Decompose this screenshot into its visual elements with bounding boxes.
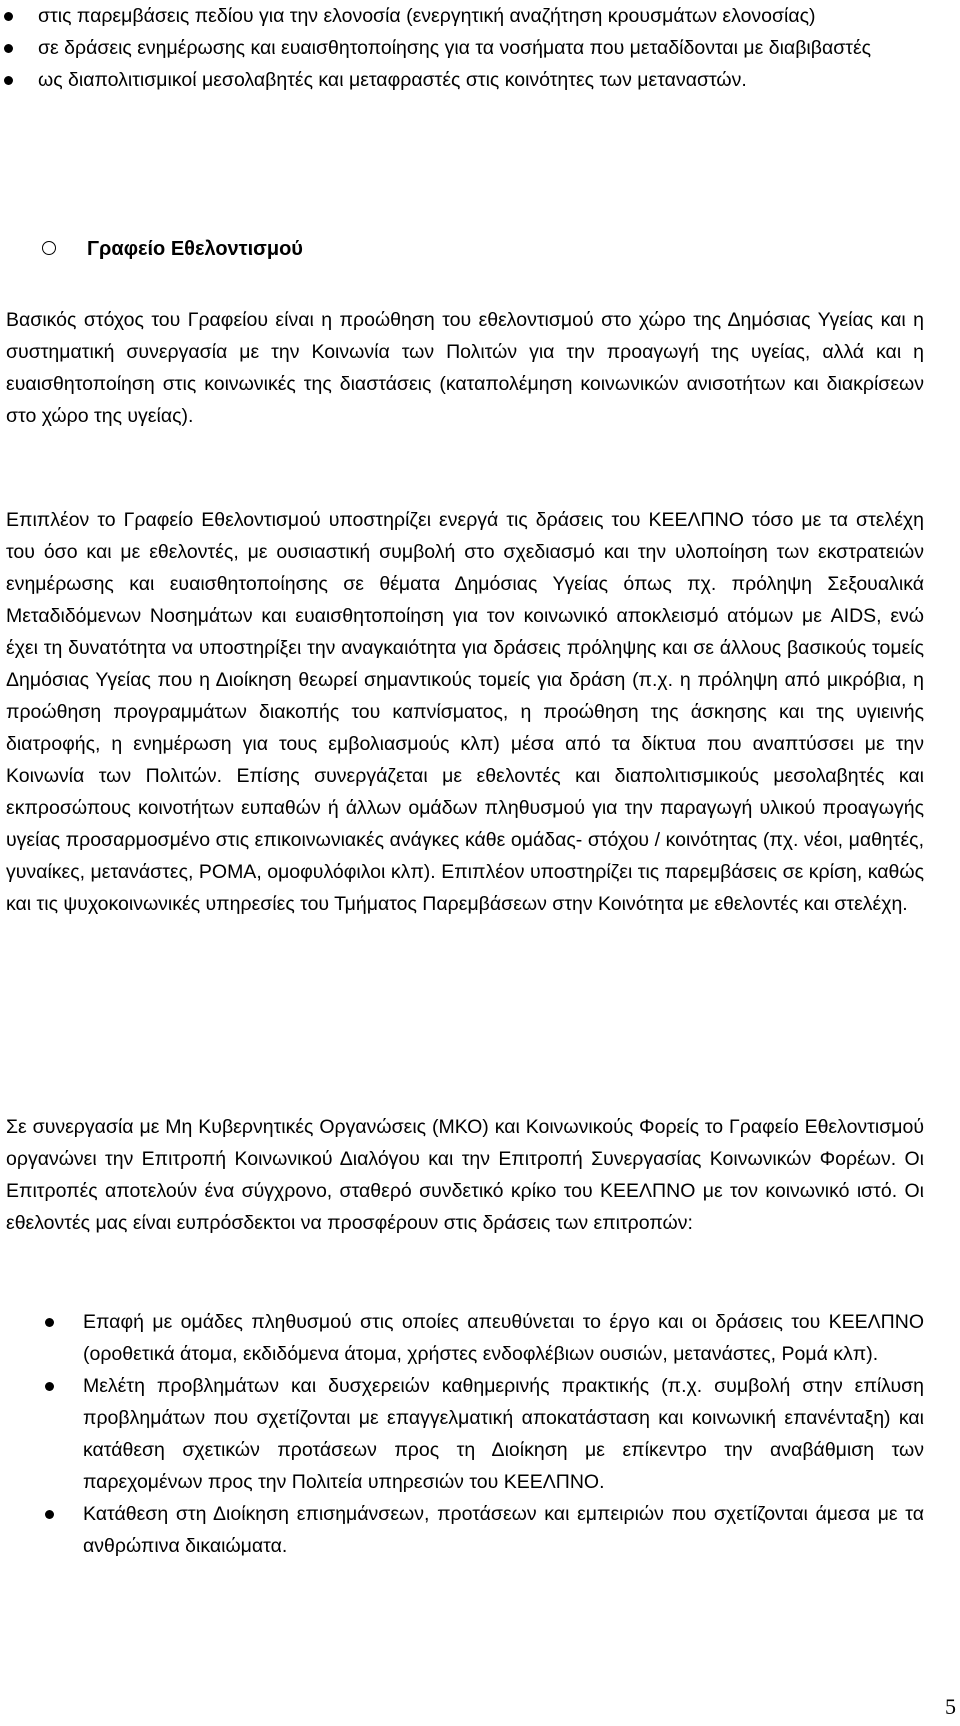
list-item [38, 0, 924, 32]
bullet-icon [45, 1382, 54, 1391]
list-item [38, 64, 924, 96]
list-item [83, 1370, 924, 1498]
list-item-text: Κατάθεση στη Διοίκηση επισημάνσεων, προτάσεων και εμπειριών που σχετίζονται άμεσα με τα ανθρώπινα δικαιώματα. [83, 1503, 924, 1557]
bullet-icon [4, 12, 13, 21]
bullet-icon [45, 1318, 54, 1327]
circle-bullet-icon [42, 241, 56, 255]
section-title: Γραφείο Εθελοντισμού [87, 238, 303, 260]
paragraph: Βασικός στόχος του Γραφείου είναι η προώθηση του εθελοντισμού στο χώρο της Δημόσιας Υγείας και η συστηματική συνεργασία με την Κοινωνία των Πολιτών για την προαγωγή της υγείας, αλλά και η ευαισθητοποίηση στις κοινωνικές της διαστάσεις (καταπολέμηση κοινωνικών ανισοτήτων και διακρίσεων στο χώρο της υγείας). [6, 309, 924, 427]
paragraph: Επιπλέον το Γραφείο Εθελοντισμού υποστηρίζει ενεργά τις δράσεις του ΚΕΕΛΠΝΟ τόσο με τα στελέχη του όσο και με εθελοντές, με ουσιαστική συμβολή στο σχεδιασμό και την υλοποίηση των εκστρατειών ενημέρωσης και ευαισθητοποίησης σε θέματα Δημόσιας Υγείας όπως πχ. πρόληψη Σεξουαλικά Μεταδιδόμενων Νοσημάτων και ευαισθητοποίηση για τον κοινωνικό αποκλεισμό ατόμων με AIDS, ενώ έχει τη δυνατότητα να υποστηρίξει την αναγκαιότητα για δράσεις πρόληψης και σε άλλους βασικούς τομείς Δημόσιας Υγείας που η Διοίκηση θεωρεί σημαντικούς τομείς για δράση (π.χ. η πρόληψη από μικρόβια, η προώθηση προγραμμάτων διακοπής του καπνίσματος, η προώθηση της άσκησης και της υγιεινής διατροφής, η ενημέρωση για τους εμβολιασμούς κλπ) μέσα από τα δίκτυα που αναπτύσσει με την Κοινωνία των Πολιτών. Επίσης συνεργάζεται με εθελοντές και διαπολιτισμικούς μεσολαβητές και εκπροσώπους κοινοτήτων ευπαθών ή άλλων ομάδων πληθυσμού για την παραγωγή υλικού προαγωγής υγείας προσαρμοσμένο στις επικοινωνιακές ανάγκες κάθε ομάδας- στόχου / κοινότητας (πχ. νέοι, μαθητές, γυναίκες, μετανάστες, ΡΟΜΑ, ομοφυλόφιλοι κλπ). Επιπλέον υποστηρίζει τις παρεμβάσεις σε κρίση, καθώς και τις ψυχοκοινωνικές υπηρεσίες του Τμήματος Παρεμβάσεων στην Κοινότητα με εθελοντές και στελέχη. [6, 509, 924, 915]
list-item-text: στις παρεμβάσεις πεδίου για την ελονοσία (ενεργητική αναζήτηση κρουσμάτων ελονοσίας) [38, 5, 816, 27]
list-item-text: ως διαπολιτισμικοί μεσολαβητές και μεταφραστές στις κοινότητες των μεταναστών. [38, 69, 747, 91]
list-item-text: σε δράσεις ενημέρωσης και ευαισθητοποίησης για τα νοσήματα που μεταδίδονται με διαβιβαστές [38, 37, 872, 59]
list-item-text: Μελέτη προβλημάτων και δυσχερειών καθημερινής πρακτικής (π.χ. συμβολή στην επίλυση προβλημάτων που σχετίζονται με επαγγελματική αποκατάσταση και κοινωνική επανένταξη) και κατάθεση σχετικών προτάσεων προς τη Διοίκηση με επίκεντρο την αναβάθμιση των παρεχομένων προς την Πολιτεία υπηρεσιών του ΚΕΕΛΠΝΟ. [83, 1375, 924, 1493]
bullet-icon [45, 1510, 54, 1519]
bullet-icon [4, 76, 13, 85]
bottom-bullet-list [83, 1306, 924, 1562]
list-item [83, 1306, 924, 1370]
section-heading [0, 236, 960, 270]
list-item-text: Επαφή με ομάδες πληθυσμού στις οποίες απευθύνεται το έργο και οι δράσεις του ΚΕΕΛΠΝΟ (οροθετικά άτομα, εκδιδόμενα άτομα, χρήστες ενδοφλέβιων ουσιών, μετανάστες, Ρομά κλπ). [83, 1311, 924, 1365]
list-item [83, 1498, 924, 1562]
page-number: 5 [945, 1694, 956, 1719]
paragraph: Σε συνεργασία με Μη Κυβερνητικές Οργανώσεις (ΜΚΟ) και Κοινωνικούς Φορείς το Γραφείο Εθελοντισμού οργανώνει την Επιτροπή Κοινωνικού Διαλόγου και την Επιτροπή Συνεργασίας Κοινωνικών Φορέων. Οι Επιτροπές αποτελούν ένα σύγχρονο, σταθερό συνδετικό κρίκο του ΚΕΕΛΠΝΟ με τον κοινωνικό ιστό. Οι εθελοντές μας είναι ευπρόσδεκτοι να προσφέρουν στις δράσεις των επιτροπών: [6, 1116, 924, 1234]
list-item [38, 32, 924, 64]
top-bullet-list [38, 0, 924, 96]
bullet-icon [4, 44, 13, 53]
